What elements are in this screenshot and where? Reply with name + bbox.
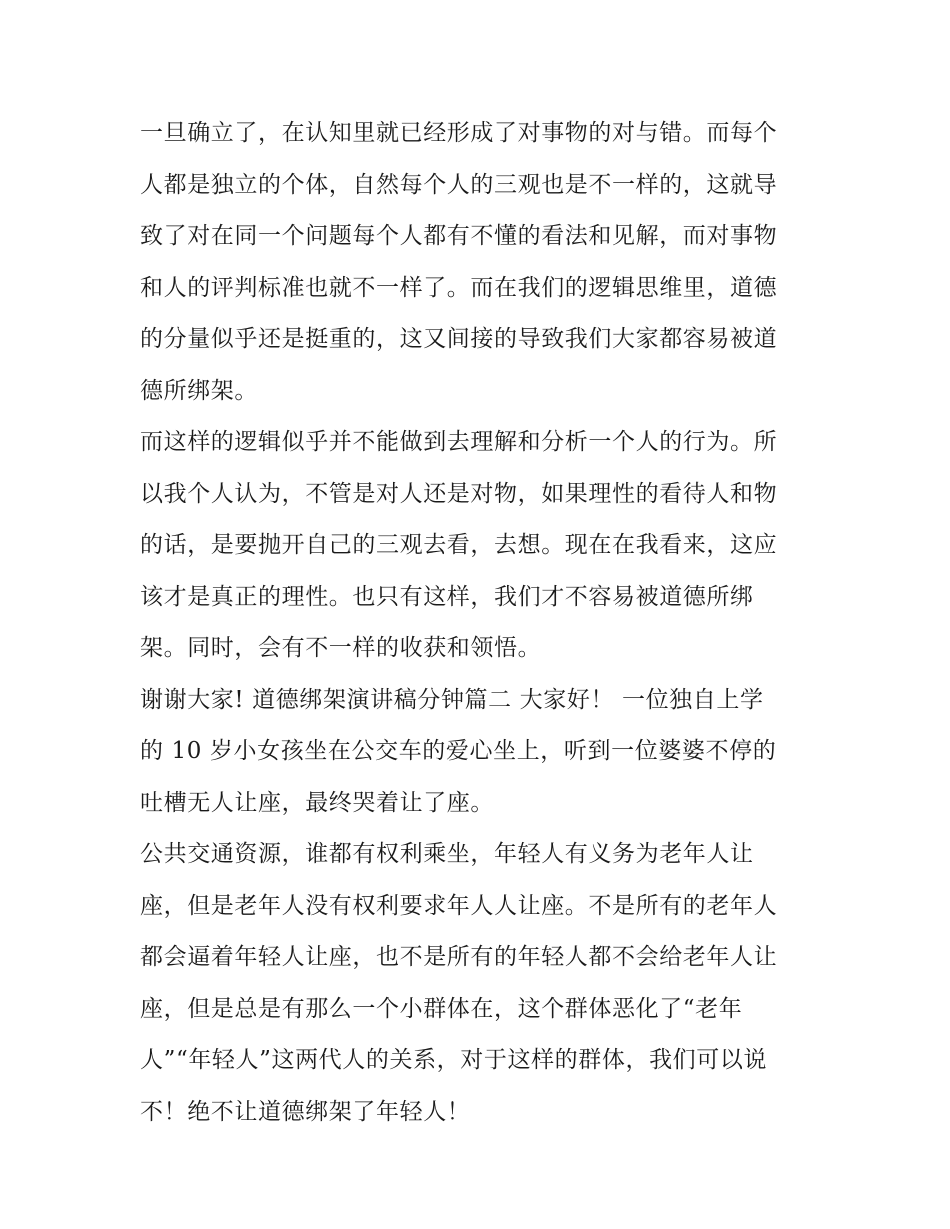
text-line: 的话，是要抛开自己的三观去看，去想。现在在我看来，这应 — [140, 532, 778, 558]
text-line: 而这样的逻辑似乎并不能做到去理解和分析一个人的行为。所 — [140, 429, 778, 455]
paragraph-4 — [140, 829, 820, 1138]
text-line: 一旦确立了，在认知里就已经形成了对事物的对与错。而每个 — [140, 120, 778, 146]
text-line: 座，但是老年人没有权利要求年人人让座。不是所有的老年人 — [140, 892, 778, 919]
paragraph-2 — [140, 417, 820, 675]
text-line: 不！绝不让道德绑架了年轻人！ — [140, 1098, 471, 1125]
text-line: 吐槽无人让座，最终哭着让了座。 — [140, 789, 494, 816]
text-line: 以我个人认为，不管是对人还是对物，如果理性的看待人和物 — [140, 480, 778, 507]
text-line: 谢谢大家! 道德绑架演讲稿分钟篇二 大家好！ 一位独自上学 — [140, 686, 764, 713]
text-line: 人都是独立的个体，自然每个人的三观也是不一样的，这就导 — [140, 171, 778, 198]
text-line: 座，但是总是有那么一个小群体在，这个群体恶化了“老年 — [140, 995, 743, 1022]
text-line: 致了对在同一个问题每个人都有不懂的看法和见解，而对事物 — [140, 223, 778, 249]
text-line: 的分量似乎还是挺重的，这又间接的导致我们大家都容易被道 — [140, 326, 778, 352]
text-line: 人”“年轻人”这两代人的关系，对于这样的群体，我们可以说 — [140, 1047, 768, 1073]
text-line: 架。同时，会有不一样的收获和领悟。 — [140, 635, 542, 661]
text-line: 德所绑架。 — [140, 377, 258, 404]
document-body — [140, 108, 820, 1138]
text-line: 公共交通资源，谁都有权利乘坐，年轻人有义务为老年人让 — [140, 841, 754, 867]
text-line: 和人的评判标准也就不一样了。而在我们的逻辑思维里，道德 — [140, 274, 778, 301]
paragraph-1 — [140, 108, 820, 417]
text-line: 该才是真正的理性。也只有这样，我们才不容易被道德所绑 — [140, 583, 754, 610]
text-line: 的 10 岁小女孩坐在公交车的爱心坐上，听到一位婆婆不停的 — [140, 738, 777, 764]
text-line: 都会逼着年轻人让座，也不是所有的年轻人都不会给老年人让 — [140, 944, 778, 970]
paragraph-3 — [140, 675, 820, 830]
